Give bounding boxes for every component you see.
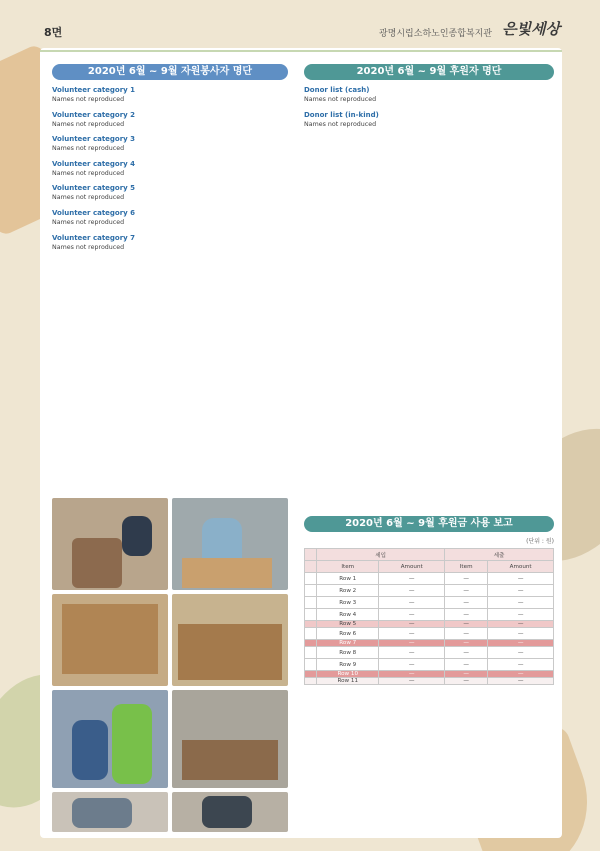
newsletter-title: 은빛세상: [502, 20, 560, 38]
table-cell: Row 2: [317, 585, 379, 597]
table-row: [305, 609, 554, 621]
table-cell: [305, 621, 317, 628]
table-cell: [305, 678, 317, 685]
table-row: [305, 585, 554, 597]
table-cell: —: [379, 573, 445, 585]
section-title: Donor list (in-kind): [304, 110, 379, 119]
table-cell: —: [488, 671, 554, 678]
section-body: Names not reproduced: [304, 96, 377, 103]
table-cell: [305, 659, 317, 671]
table-cell: —: [488, 621, 554, 628]
table-row: [305, 671, 554, 678]
table-row: [305, 640, 554, 647]
section-title: Volunteer category 2: [52, 110, 136, 119]
table-cell: [305, 628, 317, 640]
section-body: Names not reproduced: [52, 194, 125, 202]
volunteer-banner: 2020년 6월 ~ 9월 자원봉사자 명단: [52, 64, 288, 80]
table-subheader-cell: Amount: [488, 561, 554, 573]
section-body: Names not reproduced: [52, 169, 125, 177]
table-cell: [305, 647, 317, 659]
table-cell: —: [445, 597, 488, 609]
table-cell: —: [379, 671, 445, 678]
table-cell: Row 11: [317, 678, 379, 685]
section-body: Names not reproduced: [304, 120, 377, 128]
table-cell: —: [488, 647, 554, 659]
table-cell: Row 10: [317, 671, 379, 678]
table-header-cell: [305, 549, 317, 561]
table-cell: —: [445, 628, 488, 640]
table-cell: Row 8: [317, 647, 379, 659]
table-cell: [305, 585, 317, 597]
table-cell: Row 5: [317, 621, 379, 628]
section-title: Volunteer category 4: [52, 159, 136, 168]
table-cell: —: [445, 678, 488, 685]
table-row: [305, 621, 554, 628]
table-cell: Row 9: [317, 659, 379, 671]
photo-volunteers-6: [172, 690, 288, 788]
report-unit: (단위 : 원): [526, 538, 554, 545]
table-cell: Row 4: [317, 609, 379, 621]
report-table: [304, 548, 554, 685]
section-title: Volunteer category 5: [52, 184, 136, 193]
donor-column: [304, 64, 554, 129]
table-cell: [305, 671, 317, 678]
table-cell: —: [488, 597, 554, 609]
photo-volunteers-1: [52, 498, 168, 590]
photo-volunteers-8: [172, 792, 288, 832]
table-cell: —: [488, 678, 554, 685]
table-cell: —: [488, 573, 554, 585]
table-cell: —: [445, 647, 488, 659]
table-row: [305, 573, 554, 585]
table-row: [305, 628, 554, 640]
section-body: Names not reproduced: [52, 145, 125, 153]
table-cell: Row 1: [317, 573, 379, 585]
table-cell: [305, 597, 317, 609]
table-row: [305, 597, 554, 609]
table-cell: —: [379, 621, 445, 628]
photo-volunteers-3: [52, 594, 168, 686]
report-table-body: [305, 573, 554, 685]
page-number: 8면: [44, 26, 63, 39]
section-title: Donor list (cash): [304, 86, 370, 94]
table-cell: —: [445, 609, 488, 621]
table-cell: —: [379, 585, 445, 597]
table-cell: —: [445, 659, 488, 671]
table-cell: —: [379, 628, 445, 640]
table-row: [305, 647, 554, 659]
table-cell: —: [445, 671, 488, 678]
report-banner: 2020년 6월 ~ 9월 후원금 사용 보고: [304, 516, 554, 532]
section-body: Names not reproduced: [52, 243, 125, 251]
table-cell: —: [488, 640, 554, 647]
page-header: [40, 10, 562, 44]
donor-banner: 2020년 6월 ~ 9월 후원자 명단: [304, 64, 554, 80]
table-cell: —: [488, 585, 554, 597]
table-cell: —: [445, 640, 488, 647]
section-title: Volunteer category 6: [52, 208, 136, 217]
donor-sections: [304, 86, 554, 129]
table-cell: [305, 609, 317, 621]
table-cell: Row 7: [317, 640, 379, 647]
publisher-name: 광명시립소하노인종합복지관: [378, 29, 492, 39]
volunteer-sections: [52, 86, 288, 252]
photo-volunteers-4: [172, 594, 288, 686]
section-title: Volunteer category 1: [52, 86, 136, 94]
section-body: Names not reproduced: [52, 120, 125, 128]
section-body: Names not reproduced: [52, 218, 125, 226]
table-cell: —: [379, 659, 445, 671]
table-header-cell: 세입: [317, 549, 445, 561]
photo-collage: [52, 498, 288, 832]
table-cell: Row 6: [317, 628, 379, 640]
table-cell: —: [379, 678, 445, 685]
table-header-cell: [305, 561, 317, 573]
header-rule: [40, 50, 562, 52]
table-cell: [305, 573, 317, 585]
photo-volunteers-2: [172, 498, 288, 590]
section-title: Volunteer category 3: [52, 135, 136, 144]
section-title: Volunteer category 7: [52, 233, 136, 242]
table-row: [305, 659, 554, 671]
photo-volunteers-7: [52, 792, 168, 832]
table-cell: —: [488, 609, 554, 621]
table-cell: —: [488, 628, 554, 640]
table-cell: —: [379, 640, 445, 647]
table-row: [305, 678, 554, 685]
table-cell: —: [445, 621, 488, 628]
section-body: Names not reproduced: [52, 96, 125, 103]
table-subheader-cell: Item: [445, 561, 488, 573]
table-cell: —: [379, 647, 445, 659]
table-subheader-cell: Amount: [379, 561, 445, 573]
table-cell: —: [445, 585, 488, 597]
table-cell: —: [379, 597, 445, 609]
photo-volunteers-5: [52, 690, 168, 788]
table-cell: —: [445, 573, 488, 585]
table-cell: Row 3: [317, 597, 379, 609]
funds-report: [304, 516, 554, 685]
table-cell: [305, 640, 317, 647]
table-subheader-cell: Item: [317, 561, 379, 573]
table-cell: —: [379, 609, 445, 621]
volunteer-column: [52, 64, 288, 252]
table-header-cell: 세출: [445, 549, 554, 561]
table-cell: —: [488, 659, 554, 671]
